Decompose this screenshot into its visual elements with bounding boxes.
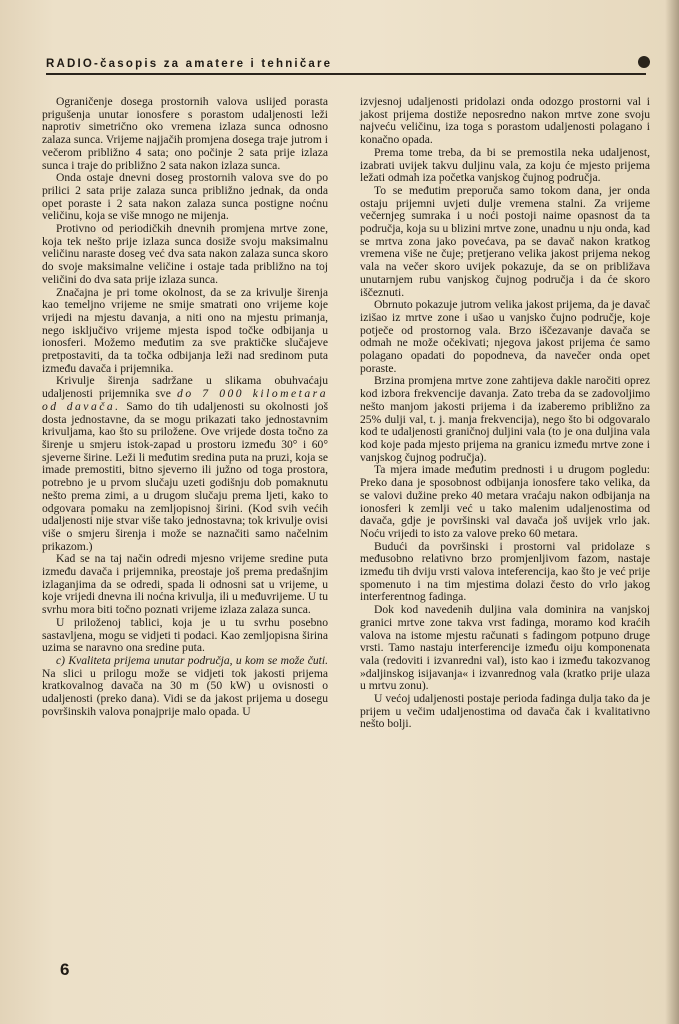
section-heading: Kvaliteta prijema unutar područja, u kom se može čuti.	[68, 653, 328, 667]
paragraph: Onda ostaje dnevni doseg prostornih valova sve do po prilici 2 sata prije zalaza sunca približno jednak, da onda opet poraste i 2 sata nakon zalaza sunca postigne noćnu veličinu, koja se više mnogo ne mijenja.	[42, 171, 328, 223]
paragraph: Protivno od periodičkih dnevnih promjena mrtve zone, koja tek nešto prije izlaza sunca dosiže svoju maksimalnu veličinu naraste doseg već dva sata nakon zalaza sunca skoro do svoje maksimalne veličine i ostaje tada približno na toj veličini do dva sata prije izlaza sunca.	[42, 222, 328, 286]
paragraph: Dok kod navedenih duljina vala dominira na vanjskoj granici mrtve zone takva vrst fadinga, moramo kod kraćih valova na istome mjestu računati s fadingom potpuno druge vrsti. Tamo nastaju interferencije između oiju komponenata vala (redoviti i izvanredni val), isto kao i između takozvanog »daljinskog isijavanja« i izvanrednog vala (kratko prije ulaza u mrtvu zonu).	[360, 603, 650, 693]
paragraph-text: Na slici u prilogu može se vidjeti tok jakosti prijema kratkovalnog davača na 30 m (50 kW) u ovisnosti o udaljenosti (preko dana). Vidi se da jakost prijema u dosegu površinskih valova ponajprije malo opada. U	[42, 666, 328, 718]
running-header	[46, 58, 646, 76]
header-title: RADIO-časopis za amatere i tehničare	[46, 58, 333, 70]
paragraph: Brzina promjena mrtve zone zahtijeva dakle naročiti oprez kod izbora frekvencije davanja. Zato treba da se zadovoljimo nešto manjom jakosti prijema i da izaberemo približno za 25% dulji val, t. j. manja frekvencija), nego što bi odgovaralo kod te udaljenosti graničnoj duljini vala (to je ona duljina vala kod koje pada mjesto prijema na granicu između mrtve zone i vanjskog čujnog područja).	[360, 374, 650, 464]
header-bullet	[638, 56, 650, 68]
section-label: c)	[56, 653, 66, 667]
paragraph: Značajna je pri tome okolnost, da se za krivulje širenja kao temeljno vrijeme ne smije smatrati ono vrijeme koje vrijedi na mjestu davanja, a niti ono na mjestu primanja, nego isključivo vrijeme mjesta ispod točke odbijanja u ionosferi. Možemo međutim za sve praktičke slučajeve pretpostaviti, da ta točka odbijanja leži nad sredinom puta između davača i prijemnika.	[42, 285, 328, 375]
emphasized-text: do 7 000 kilometara od davača.	[42, 387, 328, 413]
paragraph-text: Samo do tih udaljenosti su okolnosti još dosta jednostavne, da se mogu prikazati tako jednostavnim krivuljama, kao što su priložene. Ove vrijede dosta točno za širenje u smjeru istok-zapad u prostoru između 30° i 60° sjeverne širine. Leži li međutim sredina puta na pruzi, koja se imade premostiti, bitno sjeverno ili južno od toga prostora, potrebno je u prvom slučaju uzeti godišnju dob pomaknutu nešto prema zimi, a u drugom slučaju prema ljeti, kako to odgovara pomaku na zemljopisnoj širini. (Kod svih većih udaljenosti nije stvar više tako jednostavna; tok krivulje ovisi više o smjeru širenja i može se naznačiti samo načelnim prikazom.)	[42, 399, 329, 553]
paragraph: To se međutim preporuča samo tokom dana, jer onda ostaju prijemni uvjeti dulje vremena stalni. Za vrijeme večernjeg sumraka i u noći postoji naime opasnost da ta područja, koja su u blizini mrtve zone, unadnu u nju onda, kad se mrtva zona jako povećava, pa se davač nakon kratkog vremena više ne čuje; pretjerano velika jakost prijema nekog vala na večer skoro uvijek pokazuje, da se on približava unutarnjem rubu vanjskog čujnog područja i da će skoro iščeznuti.	[360, 183, 650, 299]
paragraph: Budući da površinski i prostorni val pridolaze s međusobno relativno brzo promjenljivom fazom, nastaje između tih dviju vrsti valova inteferencija, kao što je već prije spomenuto i na tim mjestima dolazi često do vrlo jakog interferentnog fadinga.	[360, 539, 650, 604]
paragraph: U priloženoj tablici, koja je u tu svrhu posebno sastavljena, mogu se vidjeti ti podaci. Kao zemljopisna širina uzima se naravno ona sredine puta.	[42, 615, 328, 655]
paragraph	[42, 375, 328, 553]
section-paragraph	[42, 655, 328, 719]
right-column	[360, 96, 650, 731]
paragraph-text: Krivulje širenja sadržane u slikama obuhvaćaju udaljenosti prijemnika sve	[42, 374, 328, 401]
paragraph: U većoj udaljenosti postaje perioda fadinga dulja tako da je prijem u večim udaljenostima od davača čak i kvalitativno nešto bolji.	[360, 692, 650, 731]
paragraph: Prema tome treba, da bi se premostila neka udaljenost, izabrati uvijek takvu duljinu vala, za koju će mjesto prijema ležati odmah iza početka vanjskog čujnog područja.	[360, 145, 650, 185]
paragraph: Ta mjera imade međutim prednosti i u drugom pogledu: Preko dana je sposobnost odbijanja ionosfere tako velika, da se valovi dužine preko 40 metara vraćaju nakon odbijanja na ionosferi k zemlji već u tako malenim udaljenostima od davača, gdje je površinski val davača još uvijek vrlo jak. Noću vrijedi to isto za valove preko 60 metara.	[360, 463, 650, 540]
page-edge-shadow	[665, 0, 679, 1024]
left-column	[42, 96, 328, 718]
page-number: 6	[60, 960, 70, 979]
header-rule	[46, 73, 646, 75]
paragraph: Kad se na taj način odredi mjesno vrijeme sredine puta između davača i prijemnika, preostaje još prema predašnjim izlaganjima da se odredi, spada li odnosni sat u vrijeme, u koje vrijedi dnevna ili noćna krivulja, ili u međuvrijeme. U tu svrhu mora biti točno poznati vrijeme izlaza zalaza sunca.	[42, 552, 328, 617]
paragraph: izvjesnoj udaljenosti pridolazi onda odozgo prostorni val i jakost prijema dostiže neposredno nakon mrtve zone svoju najveću veličinu, iza toga s porastom udaljenosti polagano i konačno opada.	[360, 95, 650, 147]
paragraph: Ograničenje dosega prostornih valova uslijed porasta prigušenja unutar ionosfere s porastom udaljenosti leži naprotiv simetrično oko vremena izlaza sunca odnosno zalaza sunca. Vrijeme najjačih promjena dosega traje jutrom i večerom približno 4 sata; ono počinje 2 sata prije izlaza sunca i traje do približno 2 sata nakon izlaza sunca.	[42, 95, 328, 172]
paragraph: Obrnuto pokazuje jutrom velika jakost prijema, da je davač izišao iz mrtve zone i ušao u vanjsko čujno područje, koje potječe od prostornog vala. Brzo iščezavanje davača se odmah ne može očekivati; njegova jakost prijema će samo polagano opadati do popodneva, da navečer onda opet poraste.	[360, 298, 650, 375]
